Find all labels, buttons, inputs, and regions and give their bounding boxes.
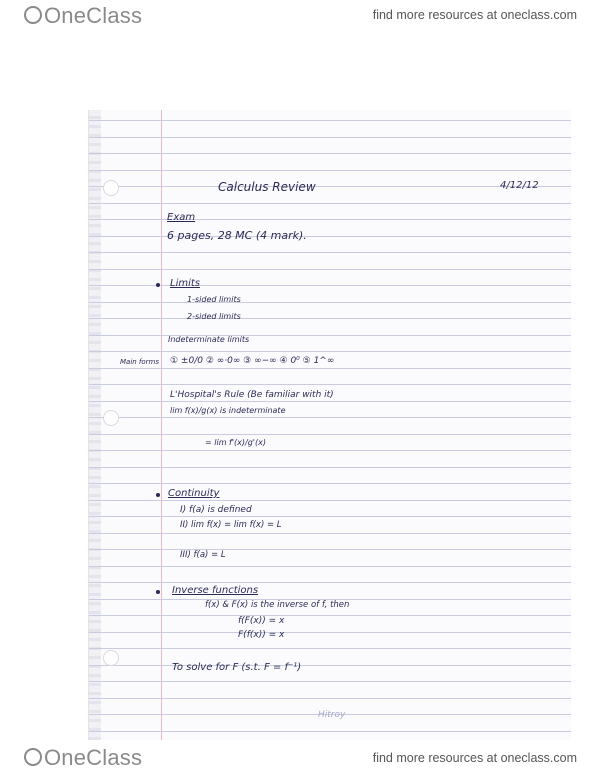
ruled-line	[89, 582, 571, 583]
oneclass-logo[interactable]	[24, 745, 142, 771]
notebook-page	[88, 110, 571, 740]
ruled-line	[89, 170, 571, 171]
ruled-line	[89, 483, 571, 484]
limits-one-sided: 1-sided limits	[187, 295, 241, 304]
limits-heading: Limits	[170, 278, 200, 289]
ruled-line	[89, 252, 571, 253]
ruled-line	[89, 137, 571, 138]
ruled-line	[89, 401, 571, 402]
oneclass-mark-icon	[24, 6, 42, 24]
inverse-identity-2: F(f(x)) = x	[238, 630, 285, 640]
signature: Hitroy	[318, 710, 346, 720]
logo-text: OneClass	[44, 745, 143, 770]
ruled-line	[89, 467, 571, 468]
oneclass-mark-icon	[24, 748, 42, 766]
exam-detail: 6 pages, 28 MC (4 mark).	[167, 229, 307, 242]
margin-line	[161, 110, 162, 740]
notes-title: Calculus Review	[218, 180, 316, 194]
binder-hole	[103, 650, 119, 666]
ruled-line	[89, 434, 571, 435]
ruled-line	[89, 219, 571, 220]
inverse-heading: Inverse functions	[172, 585, 259, 596]
solve-line: To solve for F (s.t. F = f⁻¹)	[172, 662, 302, 673]
ruled-line	[89, 203, 571, 204]
inverse-identity-1: f(F(x)) = x	[238, 616, 285, 626]
ruled-line	[89, 665, 571, 666]
ruled-line	[89, 681, 571, 682]
notes-date: 4/12/12	[500, 180, 539, 191]
header-tagline-link[interactable]: find more resources at oneclass.com	[372, 8, 577, 22]
ruled-line	[89, 302, 571, 303]
ruled-line	[89, 549, 571, 550]
ruled-line	[89, 648, 571, 649]
footer-tagline-link[interactable]: find more resources at oneclass.com	[372, 751, 577, 765]
lhopital-form: lim f(x)/g(x) is indeterminate	[170, 406, 286, 415]
torn-edge	[89, 110, 101, 740]
ruled-line	[89, 236, 571, 237]
inverse-definition: f(x) & F(x) is the inverse of f, then	[205, 600, 350, 610]
lhopital-equation: = lim f'(x)/g'(x)	[205, 438, 266, 447]
continuity-condition-1: I) f(a) is defined	[180, 505, 252, 515]
main-forms-label: Main forms	[120, 358, 160, 366]
indeterminate-heading: Indeterminate limits	[168, 335, 250, 344]
ruled-line	[89, 368, 571, 369]
continuity-condition-2: II) lim f(x) = lim f(x) = L	[180, 520, 282, 530]
ruled-line	[89, 269, 571, 270]
ruled-line	[89, 615, 571, 616]
ruled-line	[89, 500, 571, 501]
ruled-line	[89, 285, 571, 286]
ruled-line	[89, 516, 571, 517]
continuity-heading: Continuity	[168, 488, 220, 499]
oneclass-logo[interactable]	[24, 3, 142, 29]
page-footer	[0, 740, 595, 770]
ruled-line	[89, 384, 571, 385]
main-forms-list: ① ±0/0 ② ∞·0∞ ③ ∞−∞ ④ 0⁰ ⑤ 1^∞	[170, 356, 335, 366]
ruled-line	[89, 632, 571, 633]
ruled-line	[89, 450, 571, 451]
ruled-line	[89, 318, 571, 319]
logo-text: OneClass	[44, 3, 143, 28]
exam-heading: Exam	[167, 212, 196, 223]
ruled-line	[89, 153, 571, 154]
ruled-line	[89, 417, 571, 418]
bullet-dot	[156, 590, 160, 594]
bullet-dot	[156, 283, 160, 287]
limits-two-sided: 2-sided limits	[187, 312, 241, 321]
ruled-line	[89, 566, 571, 567]
bullet-dot	[156, 493, 160, 497]
ruled-line	[89, 731, 571, 732]
ruled-line	[89, 186, 571, 187]
binder-hole	[103, 180, 119, 196]
ruled-line	[89, 120, 571, 121]
binder-hole	[103, 410, 119, 426]
ruled-line	[89, 698, 571, 699]
lhopital-heading: L'Hospital's Rule (Be familiar with it)	[170, 390, 334, 400]
page-header	[0, 0, 595, 30]
ruled-line	[89, 335, 571, 336]
ruled-line	[89, 533, 571, 534]
continuity-condition-3: III) f(a) = L	[180, 550, 226, 560]
ruled-line	[89, 351, 571, 352]
